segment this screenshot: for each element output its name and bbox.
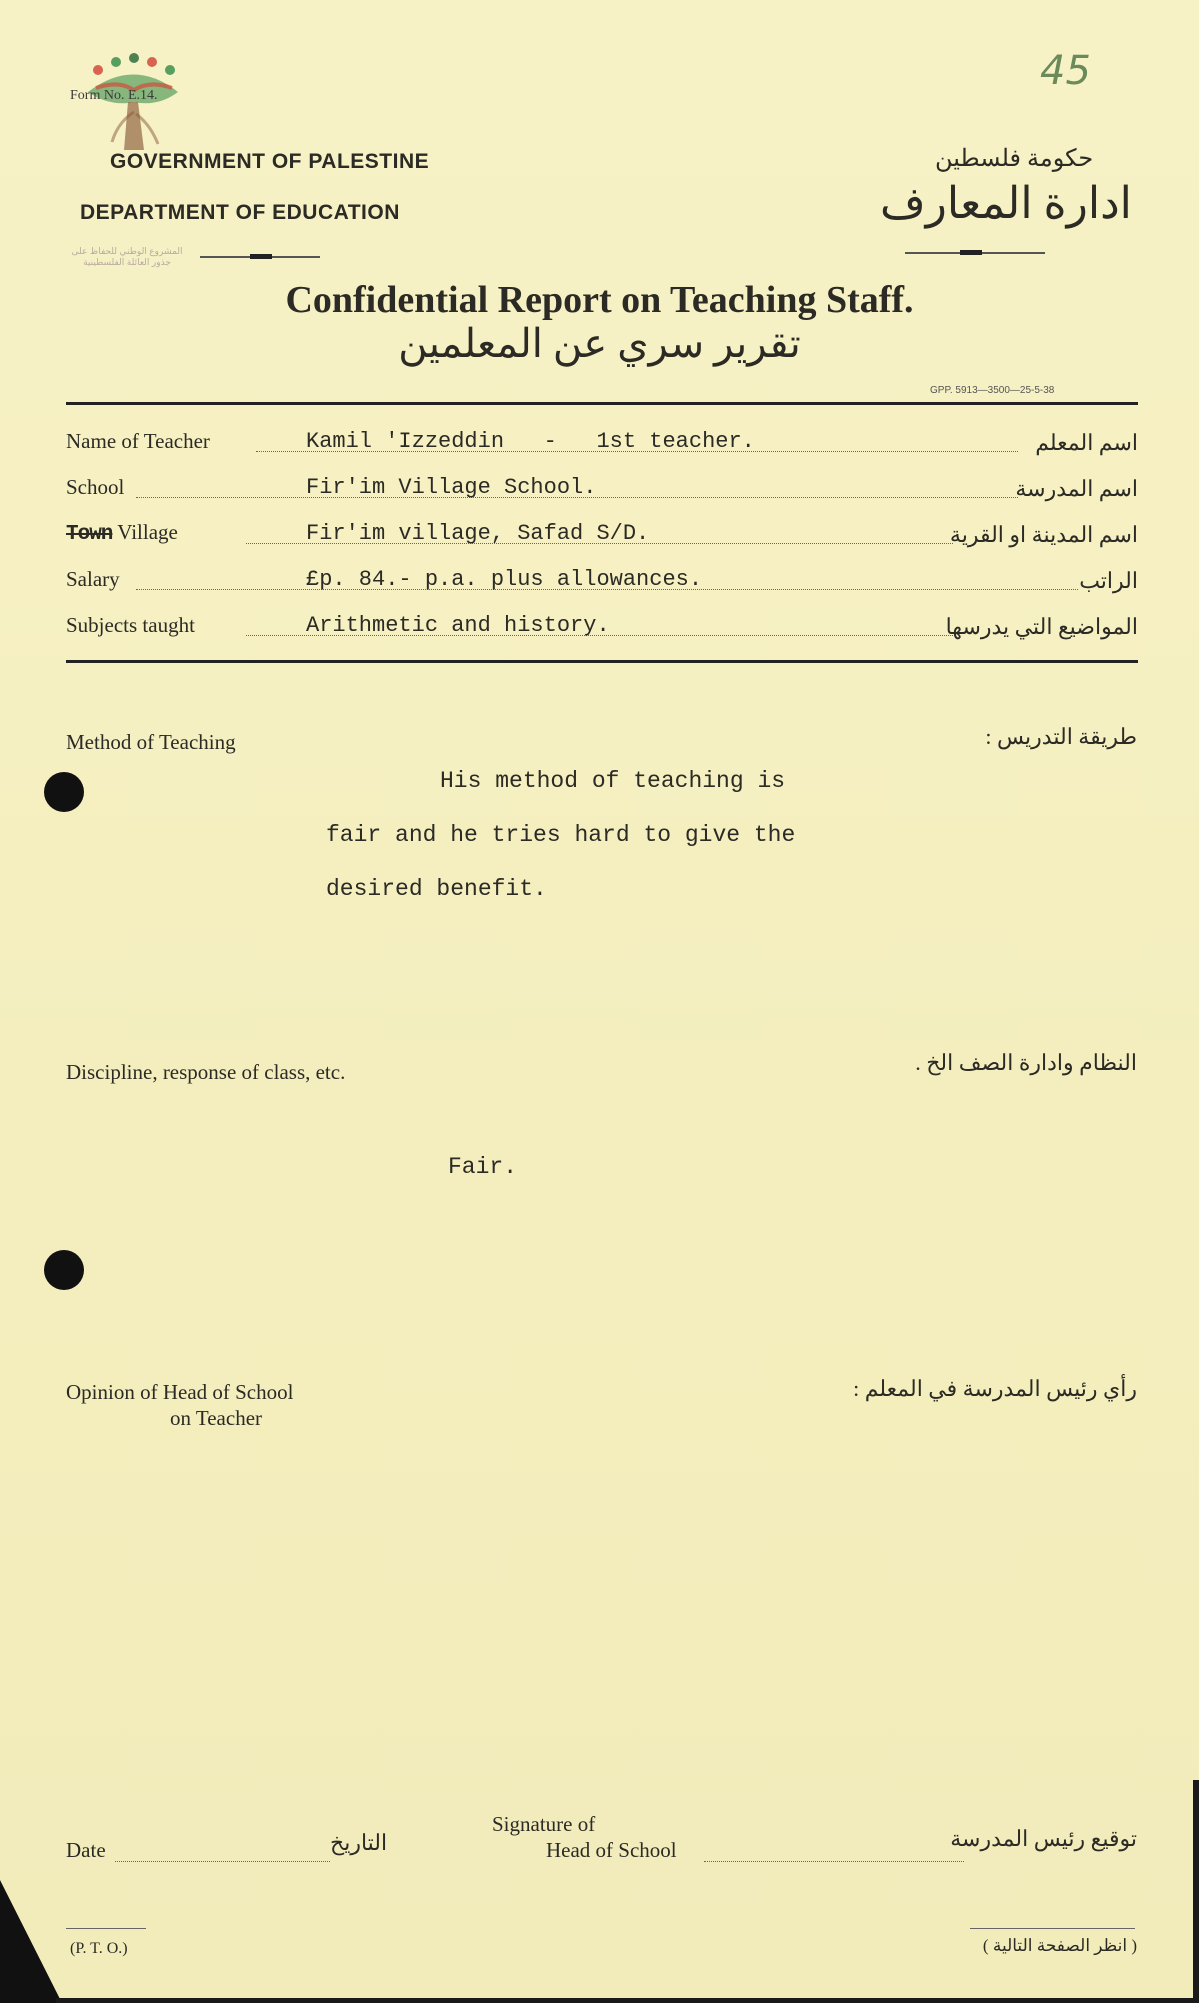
punch-hole <box>44 1250 84 1290</box>
government-heading-arabic: حكومة فلسطين <box>935 146 1094 172</box>
date-label-arabic: التاريخ <box>330 1830 388 1855</box>
method-label: Method of Teaching <box>66 730 236 754</box>
field-label-arabic: الراتب <box>1079 568 1138 593</box>
pto-label-arabic: ( انظر الصفحة التالية ) <box>982 1936 1137 1955</box>
table-top-rule <box>66 402 1138 405</box>
field-value: Kamil 'Izzeddin - 1st teacher. <box>306 429 755 454</box>
tree-logo-icon <box>78 52 188 162</box>
discipline-label: Discipline, response of class, etc. <box>66 1060 346 1084</box>
table-bottom-rule <box>66 660 1138 663</box>
divider-left <box>200 256 320 258</box>
field-label-arabic: اسم المدينة او القرية <box>949 522 1138 547</box>
method-text-line-1: His method of teaching is <box>440 768 786 794</box>
field-school <box>66 466 1138 506</box>
field-label: School <box>66 475 125 499</box>
method-text-line-2: fair and he tries hard to give the <box>326 822 796 848</box>
pto-label: (P. T. O.) <box>70 1940 128 1957</box>
field-name-of-teacher <box>66 420 1138 460</box>
scan-edge-right <box>1193 1780 1199 2003</box>
signature-label-arabic: توقيع رئيس المدرسة <box>950 1826 1137 1851</box>
discipline-label-arabic: النظام وادارة الصف الخ . <box>915 1050 1137 1075</box>
date-label: Date <box>66 1838 106 1862</box>
field-label-arabic: المواضيع التي يدرسها <box>945 614 1138 639</box>
department-heading-arabic: ادارة المعارف <box>880 179 1132 228</box>
field-salary <box>66 558 1138 598</box>
field-label: Village <box>117 520 178 544</box>
field-label: Name of Teacher <box>66 429 210 453</box>
field-value: Fir'im Village School. <box>306 475 597 500</box>
field-label-arabic: اسم المعلم <box>1035 430 1138 455</box>
scan-edge <box>0 1880 62 2003</box>
discipline-value: Fair. <box>448 1154 518 1180</box>
signature-label-line-2: Head of School <box>546 1838 677 1862</box>
struck-label: Town <box>66 523 113 546</box>
field-value: Fir'im village, Safad S/D. <box>306 521 650 546</box>
field-value: Arithmetic and history. <box>306 613 610 638</box>
department-heading: DEPARTMENT OF EDUCATION <box>80 201 400 224</box>
method-text-line-3: desired benefit. <box>326 876 547 902</box>
opinion-label-line-2: on Teacher <box>170 1406 263 1430</box>
field-subjects-taught <box>66 604 1138 644</box>
divider-right <box>905 252 1045 254</box>
watermark-text: المشروع الوطني للحفاظ على جذور العائلة الفلسطينية <box>71 246 183 267</box>
field-label: Subjects taught <box>66 613 195 637</box>
report-title: Confidential Report on Teaching Staff. <box>285 279 914 321</box>
opinion-label-arabic: رأي رئيس المدرسة في المعلم : <box>853 1376 1137 1401</box>
field-label: Salary <box>66 567 120 591</box>
signature-label-line-1: Signature of <box>492 1812 596 1836</box>
page-number: 45 <box>1040 48 1091 94</box>
punch-hole <box>44 772 84 812</box>
field-value: £p. 84.- p.a. plus allowances. <box>306 567 703 592</box>
field-village <box>66 512 1138 552</box>
field-label-arabic: اسم المدرسة <box>1015 476 1138 501</box>
method-label-arabic: طريقة التدريس : <box>985 724 1137 749</box>
government-heading: GOVERNMENT OF PALESTINE <box>110 150 430 173</box>
opinion-label-line-1: Opinion of Head of School <box>66 1380 294 1404</box>
report-title-arabic: تقرير سري عن المعلمين <box>398 321 801 366</box>
form-number: Form No. E.14. <box>70 88 158 103</box>
print-code: GPP. 5913—3500—25-5-38 <box>930 385 1055 396</box>
scan-edge-bottom <box>56 1998 1199 2003</box>
